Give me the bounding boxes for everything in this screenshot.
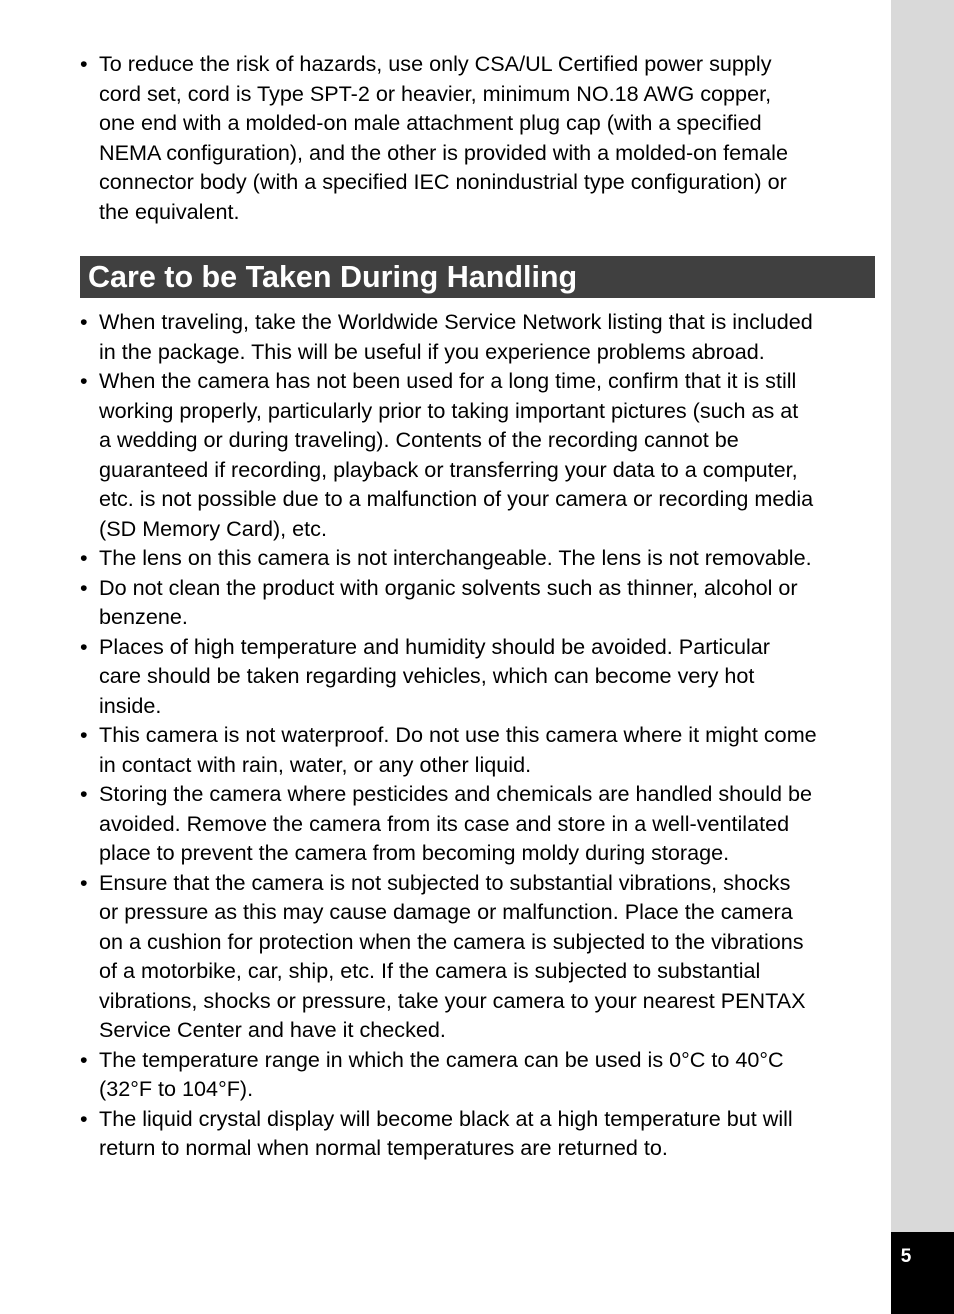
bullet-text-line: When traveling, take the Worldwide Service Network listing that is included bbox=[99, 309, 813, 334]
bullet-text-line: cord set, cord is Type SPT-2 or heavier, minimum NO.18 AWG copper, bbox=[99, 80, 772, 106]
handling-bullet-list bbox=[80, 307, 880, 1163]
bullet-text-line: in the package. This will be useful if you experience problems abroad. bbox=[99, 338, 765, 364]
intro-bullet-list bbox=[80, 49, 880, 226]
bullet-text-line: on a cushion for protection when the camera is subjected to the vibrations bbox=[99, 928, 804, 954]
bullet-text-line: avoided. Remove the camera from its case and store in a well-ventilated bbox=[99, 810, 790, 836]
bullet-text-line: (SD Memory Card), etc. bbox=[99, 515, 327, 541]
bullet-text-line: one end with a molded-on male attachment plug cap (with a specified bbox=[99, 110, 762, 135]
bullet-marker: • bbox=[80, 51, 88, 76]
bullet-marker: • bbox=[80, 309, 88, 334]
bullet-marker: • bbox=[80, 574, 88, 600]
bullet-text-line: (32°F to 104°F). bbox=[99, 1076, 254, 1101]
side-strip bbox=[891, 0, 954, 1314]
page-content bbox=[80, 49, 880, 1163]
bullet-marker: • bbox=[80, 368, 88, 393]
bullet-item bbox=[80, 307, 880, 366]
bullet-item bbox=[80, 1045, 880, 1104]
bullet-text-line: of a motorbike, car, ship, etc. If the camera is subjected to substantial bbox=[99, 958, 761, 983]
bullet-marker: • bbox=[80, 869, 88, 895]
bullet-text-line: inside. bbox=[99, 692, 162, 718]
bullet-text-line: care should be taken regarding vehicles, which can become very hot bbox=[99, 663, 755, 688]
bullet-text-line: connector body (with a specified IEC nonindustrial type configuration) or bbox=[99, 169, 787, 194]
bullet-marker: • bbox=[80, 545, 88, 570]
bullet-text-line: The liquid crystal display will become black at a high temperature but will bbox=[99, 1105, 793, 1131]
bullet-item bbox=[80, 573, 880, 632]
bullet-text-line: Ensure that the camera is not subjected to substantial vibrations, shocks bbox=[99, 869, 791, 895]
bullet-marker: • bbox=[80, 781, 88, 806]
bullet-item bbox=[80, 779, 880, 868]
bullet-text-line: NEMA configuration), and the other is provided with a molded-on female bbox=[99, 139, 788, 165]
bullet-marker: • bbox=[80, 633, 88, 659]
bullet-text-line: or pressure as this may cause damage or malfunction. Place the camera bbox=[99, 899, 793, 924]
bullet-text-line: Do not clean the product with organic solvents such as thinner, alcohol or bbox=[99, 574, 798, 600]
bullet-text-line: place to prevent the camera from becoming moldy during storage. bbox=[99, 840, 730, 865]
bullet-text-line: Places of high temperature and humidity should be avoided. Particular bbox=[99, 633, 770, 659]
bullet-marker: • bbox=[80, 722, 88, 747]
bullet-text-line: This camera is not waterproof. Do not use this camera where it might come bbox=[99, 722, 817, 747]
page-number-tab bbox=[891, 1232, 954, 1314]
bullet-item bbox=[80, 720, 880, 779]
bullet-text-line: the equivalent. bbox=[99, 198, 240, 224]
bullet-marker: • bbox=[80, 1105, 88, 1131]
bullet-text-line: vibrations, shocks or pressure, take your camera to your nearest PENTAX bbox=[99, 987, 806, 1013]
bullet-text-line: a wedding or during traveling). Contents of the recording cannot be bbox=[99, 427, 739, 452]
section-heading: Care to be Taken During Handling bbox=[80, 256, 875, 298]
bullet-text-line: etc. is not possible due to a malfunction of your camera or recording media bbox=[99, 486, 814, 511]
bullet-text-line: The temperature range in which the camera can be used is 0°C to 40°C bbox=[99, 1046, 784, 1072]
bullet-text-line: working properly, particularly prior to taking important pictures (such as at bbox=[99, 397, 799, 423]
bullet-text-line: Storing the camera where pesticides and chemicals are handled should be bbox=[99, 781, 813, 806]
page-number: 5 bbox=[900, 1246, 912, 1267]
bullet-item bbox=[80, 366, 880, 543]
bullet-item bbox=[80, 1104, 880, 1163]
bullet-text-line: To reduce the risk of hazards, use only CSA/UL Certified power supply bbox=[99, 51, 772, 76]
bullet-text-line: When the camera has not been used for a long time, confirm that it is still bbox=[99, 368, 797, 393]
bullet-item bbox=[80, 543, 880, 573]
bullet-marker: • bbox=[80, 1046, 88, 1072]
bullet-text-line: The lens on this camera is not interchangeable. The lens is not removable. bbox=[99, 545, 812, 570]
bullet-text-line: benzene. bbox=[99, 604, 188, 629]
bullet-item bbox=[80, 868, 880, 1045]
bullet-item bbox=[80, 632, 880, 721]
bullet-text-line: Service Center and have it checked. bbox=[99, 1017, 446, 1042]
bullet-item bbox=[80, 49, 880, 226]
bullet-text-line: guaranteed if recording, playback or transferring your data to a computer, bbox=[99, 456, 798, 482]
bullet-text-line: return to normal when normal temperatures are returned to. bbox=[99, 1135, 668, 1160]
bullet-text-line: in contact with rain, water, or any other liquid. bbox=[99, 751, 532, 777]
